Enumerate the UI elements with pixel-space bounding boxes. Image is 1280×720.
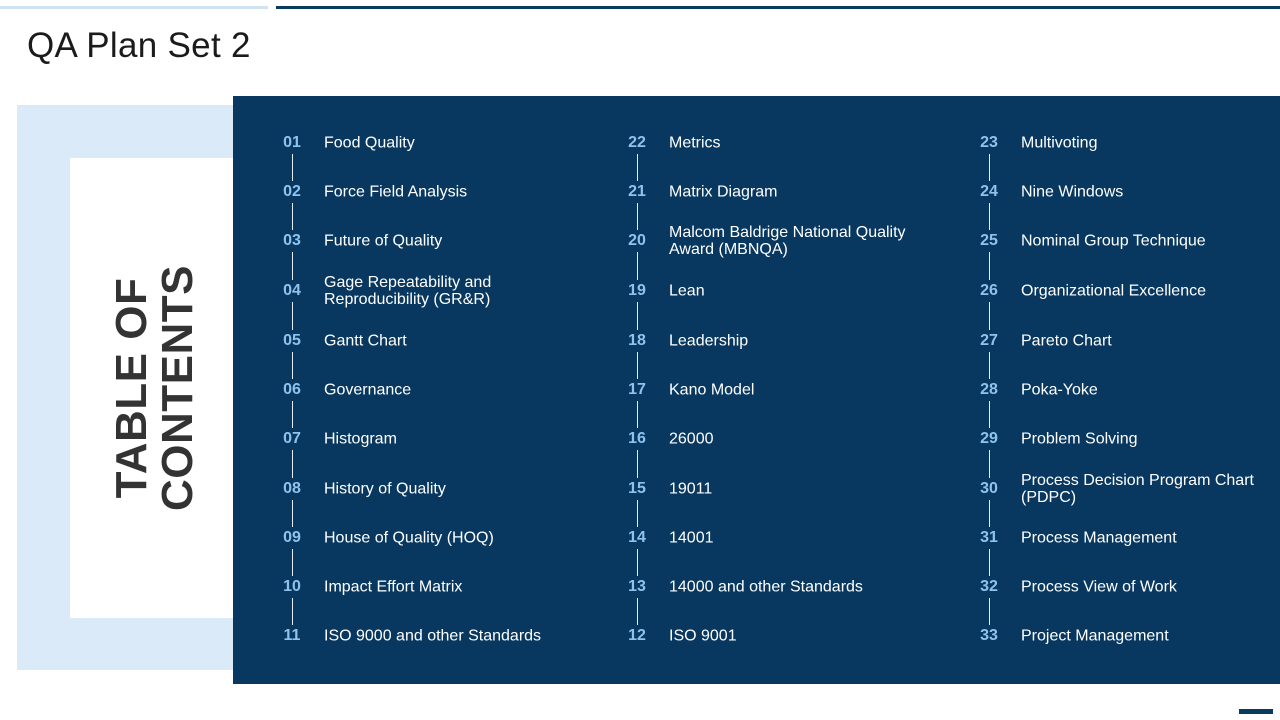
toc-item-number: 04 (269, 280, 315, 302)
toc-item[interactable] (233, 518, 563, 558)
toc-item-number: 05 (269, 330, 315, 352)
toc-item-number: 25 (966, 230, 1012, 252)
toc-item-label: ISO 9000 and other Standards (324, 627, 542, 645)
toc-item[interactable] (930, 123, 1260, 163)
slide-title: QA Plan Set 2 (27, 26, 251, 65)
toc-item-number: 13 (614, 576, 660, 598)
toc-item-number: 33 (966, 625, 1012, 647)
toc-item-label: Force Field Analysis (324, 183, 468, 201)
toc-item[interactable] (233, 321, 563, 361)
toc-item-number: 03 (269, 230, 315, 252)
toc-item-label: 26000 (669, 430, 714, 448)
toc-item[interactable] (578, 271, 908, 311)
toc-item-label: Poka-Yoke (1021, 381, 1098, 399)
toc-item-number: 01 (269, 132, 315, 154)
toc-item[interactable] (578, 518, 908, 558)
toc-item[interactable] (930, 419, 1260, 459)
toc-item[interactable] (233, 419, 563, 459)
toc-item[interactable] (578, 567, 908, 607)
toc-item[interactable] (233, 567, 563, 607)
toc-item-label: Multivoting (1021, 134, 1098, 152)
toc-item-number: 06 (269, 379, 315, 401)
toc-column-2 (578, 96, 908, 684)
toc-item[interactable] (930, 321, 1260, 361)
toc-item-label: Lean (669, 282, 705, 300)
toc-item-label: Kano Model (669, 381, 755, 399)
toc-item-label: House of Quality (HOQ) (324, 529, 494, 547)
toc-item-label: 14001 (669, 529, 714, 547)
toc-item-label: Pareto Chart (1021, 332, 1112, 350)
toc-item-label: Organizational Excellence (1021, 282, 1206, 300)
toc-item-number: 10 (269, 576, 315, 598)
toc-item-label: Histogram (324, 430, 397, 448)
toc-item[interactable] (578, 172, 908, 212)
toc-item-label: Process View of Work (1021, 578, 1177, 596)
toc-item-label: 19011 (669, 480, 713, 498)
toc-item-number: 02 (269, 181, 315, 203)
top-accent-dark (276, 6, 1280, 9)
toc-item[interactable] (930, 567, 1260, 607)
toc-item-number: 32 (966, 576, 1012, 598)
toc-item[interactable] (578, 616, 908, 656)
toc-item-label: History of Quality (324, 480, 446, 498)
toc-item-number: 22 (614, 132, 660, 154)
toc-item[interactable] (233, 469, 563, 509)
toc-item[interactable] (578, 370, 908, 410)
toc-item[interactable] (930, 271, 1260, 311)
toc-item-label: Future of Quality (324, 232, 443, 250)
toc-item-number: 17 (614, 379, 660, 401)
toc-item[interactable] (930, 370, 1260, 410)
toc-item[interactable] (578, 123, 908, 163)
toc-item[interactable] (233, 123, 563, 163)
toc-item-number: 23 (966, 132, 1012, 154)
toc-item-number: 30 (966, 478, 1012, 500)
toc-item-label: Process Decision Program Chart (PDPC) (1021, 472, 1254, 506)
toc-item-number: 31 (966, 527, 1012, 549)
toc-item-number: 19 (614, 280, 660, 302)
toc-item[interactable] (930, 221, 1260, 261)
toc-item-number: 29 (966, 428, 1012, 450)
toc-panel (233, 96, 1280, 684)
toc-item-label: Project Management (1021, 627, 1169, 645)
toc-item-number: 21 (614, 181, 660, 203)
toc-item[interactable] (578, 469, 908, 509)
toc-item[interactable] (233, 616, 563, 656)
toc-item[interactable] (930, 616, 1260, 656)
toc-heading-line1: TABLE OF (107, 277, 156, 499)
toc-item-number: 08 (269, 478, 315, 500)
toc-heading-line2: CONTENTS (153, 265, 202, 511)
toc-item-number: 26 (966, 280, 1012, 302)
toc-item[interactable] (233, 370, 563, 410)
toc-item[interactable] (578, 221, 908, 261)
toc-heading (70, 158, 240, 618)
toc-item-label: Food Quality (324, 134, 415, 152)
toc-item[interactable] (930, 518, 1260, 558)
toc-item[interactable] (233, 221, 563, 261)
toc-item-label: Metrics (669, 134, 721, 152)
toc-item[interactable] (578, 419, 908, 459)
toc-item-number: 20 (614, 230, 660, 252)
toc-item-label: Gage Repeatability and Reproducibility (GR&R) (324, 274, 492, 308)
toc-item-number: 27 (966, 330, 1012, 352)
toc-item-label: Process Management (1021, 529, 1177, 547)
toc-column-1 (233, 96, 563, 684)
toc-item-label: ISO 9001 (669, 627, 737, 645)
toc-item-label: Nine Windows (1021, 183, 1124, 201)
toc-item-label: Gantt Chart (324, 332, 407, 350)
toc-item-number: 15 (614, 478, 660, 500)
toc-item[interactable] (930, 172, 1260, 212)
toc-item-number: 24 (966, 181, 1012, 203)
toc-item-number: 07 (269, 428, 315, 450)
toc-item-label: Impact Effort Matrix (324, 578, 463, 596)
toc-item[interactable] (930, 469, 1260, 509)
toc-item-number: 09 (269, 527, 315, 549)
toc-item[interactable] (233, 271, 563, 311)
toc-item-label: 14000 and other Standards (669, 578, 863, 596)
toc-item-number: 11 (269, 625, 315, 647)
toc-item-number: 28 (966, 379, 1012, 401)
toc-column-3 (930, 96, 1260, 684)
toc-item-label: Malcom Baldrige National Quality Award (MBNQA) (669, 224, 906, 258)
toc-item-label: Leadership (669, 332, 749, 350)
toc-item-label: Matrix Diagram (669, 183, 778, 201)
page-indicator (1239, 709, 1273, 714)
toc-item-number: 18 (614, 330, 660, 352)
toc-item-number: 16 (614, 428, 660, 450)
toc-item-label: Governance (324, 381, 412, 399)
toc-item[interactable] (578, 321, 908, 361)
toc-item-label: Nominal Group Technique (1021, 232, 1206, 250)
toc-item-number: 12 (614, 625, 660, 647)
top-accent-light (0, 6, 268, 9)
toc-item[interactable] (233, 172, 563, 212)
toc-item-label: Problem Solving (1021, 430, 1138, 448)
toc-item-number: 14 (614, 527, 660, 549)
